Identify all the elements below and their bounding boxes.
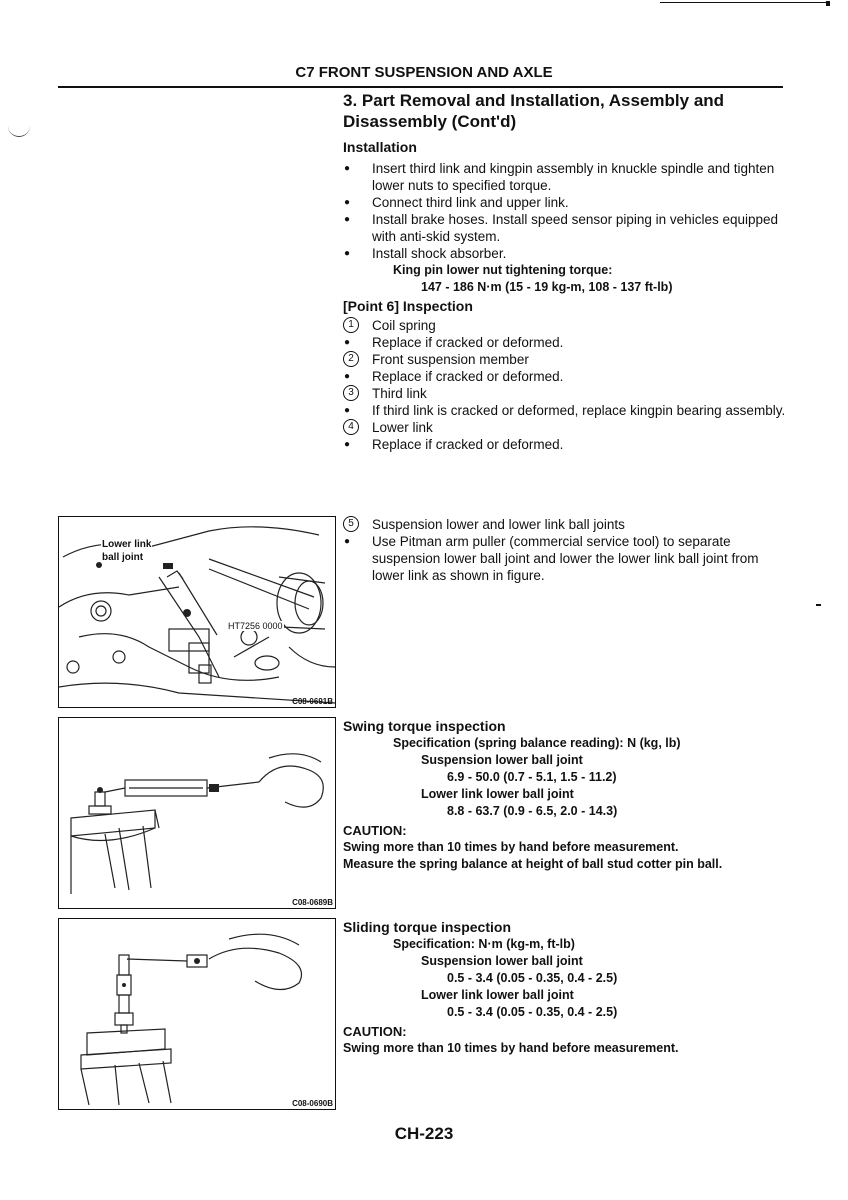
fig1-label-lower-link: Lower link — [102, 539, 152, 550]
swing-val2: 8.8 - 63.7 (0.9 - 6.5, 2.0 - 14.3) — [447, 804, 618, 818]
swing-caution-2: Measure the spring balance at height of ball stud cotter pin ball. — [343, 857, 723, 871]
sliding-torque-block — [343, 918, 788, 1057]
installation-list — [343, 160, 788, 262]
sliding-val2: 0.5 - 3.4 (0.05 - 0.35, 0.4 - 2.5) — [447, 1005, 618, 1019]
header-rule — [58, 86, 783, 88]
swing-torque-block — [343, 717, 788, 873]
page-header-title: C7 FRONT SUSPENSION AND AXLE — [295, 64, 553, 81]
list-item: ● Insert third link and kingpin assembly in knuckle spindle and tighten lower nuts to specified torque. — [343, 160, 788, 194]
swing-caution-1: Swing more than 10 times by hand before measurement. — [343, 840, 679, 854]
list-item: 1 Coil spring — [343, 317, 788, 334]
top-mark — [826, 1, 830, 6]
figure-code: C08-0689B — [292, 898, 333, 907]
section-title: 3. Part Removal and Installation, Assembly and Disassembly (Cont'd) — [343, 91, 725, 131]
figure-torque-wrench — [58, 918, 336, 1110]
fig1-label-ball-joint: ball joint — [102, 552, 144, 563]
figure-code: C08-0690B — [292, 1099, 333, 1108]
spring-balance-illustration — [59, 718, 335, 908]
sliding-spec: Specification: N·m (kg-m, ft-lb) — [393, 937, 575, 951]
sliding-sub1: Suspension lower ball joint — [421, 954, 583, 968]
top-rule — [660, 2, 830, 3]
sliding-heading: Sliding torque inspection — [343, 919, 511, 935]
fig1-tool-number: HT7256 0000 — [228, 621, 283, 631]
figure-code: C08-0691B — [292, 697, 333, 706]
scan-mark — [8, 126, 30, 137]
section-top — [343, 90, 788, 453]
scan-mark — [816, 604, 821, 606]
list-item: ● Replace if cracked or deformed. — [343, 436, 788, 453]
circled-number: 5 — [343, 516, 359, 532]
list-item: ● Replace if cracked or deformed. — [343, 368, 788, 385]
sliding-sub2: Lower link lower ball joint — [421, 988, 574, 1002]
kingpin-spec-value: 147 - 186 N·m (15 - 19 kg-m, 108 - 137 ft-lb) — [421, 280, 673, 294]
circled-number: 1 — [343, 317, 359, 333]
page-number: CH-223 — [394, 1124, 454, 1143]
list-item: ● Install shock absorber. — [343, 245, 788, 262]
list-item: 4 Lower link — [343, 419, 788, 436]
inspection-list — [343, 317, 788, 453]
list-item: 2 Front suspension member — [343, 351, 788, 368]
swing-caution-label: CAUTION: — [343, 823, 407, 838]
inspection-heading: [Point 6] Inspection — [343, 298, 473, 314]
swing-sub2: Lower link lower ball joint — [421, 787, 574, 801]
item5-block — [343, 516, 788, 584]
list-item: ● Connect third link and upper link. — [343, 194, 788, 211]
sliding-val1: 0.5 - 3.4 (0.05 - 0.35, 0.4 - 2.5) — [447, 971, 618, 985]
circled-number: 4 — [343, 419, 359, 435]
list-item: 3 Third link — [343, 385, 788, 402]
kingpin-spec-label: King pin lower nut tightening torque: — [393, 263, 613, 277]
installation-heading: Installation — [343, 139, 417, 155]
swing-spec: Specification (spring balance reading): N (kg, lb) — [393, 736, 681, 750]
swing-val1: 6.9 - 50.0 (0.7 - 5.1, 1.5 - 11.2) — [447, 770, 617, 784]
sliding-caution-1: Swing more than 10 times by hand before measurement. — [343, 1041, 679, 1055]
list-item: ● Replace if cracked or deformed. — [343, 334, 788, 351]
list-item: ● Use Pitman arm puller (commercial service tool) to separate suspension lower ball joint and lower the lower link ball joint from lower link as shown in figure. — [343, 533, 788, 584]
circled-number: 3 — [343, 385, 359, 401]
figure-ball-joint-puller — [58, 516, 336, 708]
list-item: 5 Suspension lower and lower link ball joints — [343, 516, 788, 533]
list-item: ● Install brake hoses. Install speed sensor piping in vehicles equipped with anti-skid system. — [343, 211, 788, 245]
circled-number: 2 — [343, 351, 359, 367]
sliding-caution-label: CAUTION: — [343, 1024, 407, 1039]
swing-heading: Swing torque inspection — [343, 718, 506, 734]
torque-wrench-illustration — [59, 919, 335, 1109]
swing-sub1: Suspension lower ball joint — [421, 753, 583, 767]
list-item: ● If third link is cracked or deformed, replace kingpin bearing assembly. — [343, 402, 788, 419]
figure-spring-balance — [58, 717, 336, 909]
